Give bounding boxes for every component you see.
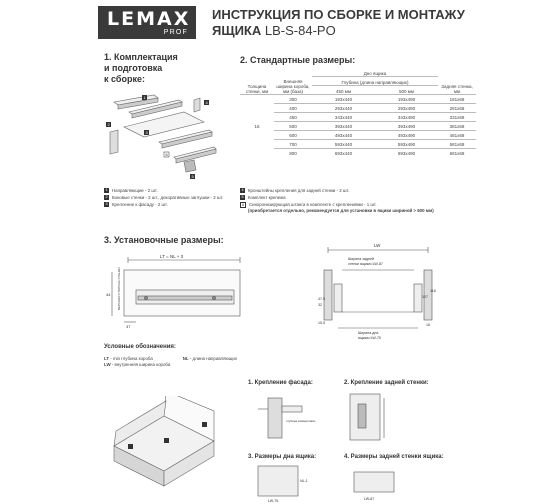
table-cell: 593х490 xyxy=(375,140,438,149)
logo-text: LEMAX xyxy=(107,8,191,30)
col-450: 450 мм xyxy=(312,86,375,95)
legend-note: (приобретается отдельно, рекомендуется для установки в ящики шириной > 600 мм) xyxy=(248,208,434,213)
table-cell: 181х68 xyxy=(438,95,476,104)
legend-item: 6 Синхронизирующая штанга в комплекте с креплениями - 1 шт. xyxy=(241,201,377,207)
col-thickness: Толщина стенки, мм xyxy=(245,84,269,94)
brand-logo xyxy=(98,6,196,39)
section2-title: 2. Стандартные размеры: xyxy=(240,55,356,65)
col-500: 500 мм xyxy=(375,86,438,95)
table-cell: 293х440 xyxy=(312,104,375,113)
callout-1: 1 xyxy=(143,95,146,100)
table-cell: 493х440 xyxy=(312,131,375,140)
col-depth-sub: Глубина (длина направляющих) xyxy=(312,77,438,86)
step3-drawing xyxy=(248,462,328,502)
logo-subtext: PROF xyxy=(163,29,188,36)
dim-118: 118 xyxy=(430,289,436,293)
table-cell: 393х490 xyxy=(375,122,438,131)
legend-left xyxy=(104,187,234,208)
conventions-title: Условные обозначения: xyxy=(104,344,176,350)
table-cell: 331х68 xyxy=(438,113,476,122)
table-cell: 693х440 xyxy=(312,149,375,158)
legend-item: 5 Комплект крепежа xyxy=(241,194,286,200)
callout-2: 2 xyxy=(107,122,110,127)
step2-drawing xyxy=(344,388,424,448)
inner-label-1: Ширина задней xyxy=(348,257,375,261)
callout-6: 6 xyxy=(165,152,168,157)
legend-item: 1 Направляющие - 2 шт. xyxy=(105,187,158,193)
table-cell: 800 xyxy=(274,149,312,158)
callout-5: 5 xyxy=(191,174,194,179)
standard-sizes-table xyxy=(240,68,476,157)
table-cell: 193х440 xyxy=(312,95,375,104)
step4-lw: LW-87 xyxy=(364,497,375,501)
col-depth: Дно ящика xyxy=(363,71,387,76)
conventions: Условные обозначения: LT - min глубина короба NL - длина направляющих LW - внутренняя ширина короба xyxy=(104,342,304,368)
product-code: LB-S-84-PO xyxy=(264,23,336,38)
table-cell: 600 xyxy=(274,131,312,140)
section3-title: 3. Установочные размеры: xyxy=(104,235,224,245)
dim-15-5: 15.5 xyxy=(318,321,325,325)
legend-item: 3 Крепление к фасаду - 2 шт. xyxy=(105,201,168,207)
table-cell: 700 xyxy=(274,140,312,149)
table-cell: 593х440 xyxy=(312,140,375,149)
table-cell: 681х68 xyxy=(438,149,476,158)
legend-item: 2 Боковые стенки - 2 шт., декоративные заглушки - 2 шт. xyxy=(105,194,224,200)
bottom-label-1: Ширина дна xyxy=(358,331,379,335)
col-width: Внешняя ширина короба, мм (база) xyxy=(276,79,310,94)
table-row xyxy=(240,104,476,113)
step1-drawing xyxy=(248,388,328,448)
table-cell: 493х490 xyxy=(375,131,438,140)
dim-37: 37 xyxy=(126,324,131,329)
table-cell: 693х490 xyxy=(375,149,438,158)
step1-title: 1. Крепление фасада: xyxy=(248,380,313,386)
table-cell: 393х440 xyxy=(312,122,375,131)
table-row xyxy=(240,122,476,131)
dim-47-5: 47.5 xyxy=(318,297,325,301)
exploded-view-illustration xyxy=(104,92,224,184)
dim-32: 32 xyxy=(318,303,322,307)
step3-title: 3. Размеры дна ящика: xyxy=(248,454,317,460)
table-row xyxy=(240,131,476,140)
lw-label: LW xyxy=(374,243,381,248)
table-row xyxy=(240,140,476,149)
dim-107: 107 xyxy=(422,295,428,299)
legend-item: 4 Кронштейны крепления для задней стенки - 2 шт. xyxy=(241,187,350,193)
size-rows xyxy=(240,95,476,158)
bottom-label-2: ящика=LW-75 xyxy=(358,336,381,340)
thickness-cell: 16 xyxy=(240,95,274,158)
section1-title: 1. Комплектация и подготовка к сборке: xyxy=(104,52,178,84)
table-cell: 400 xyxy=(274,104,312,113)
step4-drawing xyxy=(344,462,424,502)
step2-title: 2. Крепление задней стенки: xyxy=(344,380,429,386)
step3-nl: NL-1 xyxy=(300,479,308,483)
inner-label-2: стенки ящика=LW-87 xyxy=(348,262,383,266)
dim-44: 44 xyxy=(106,292,111,297)
title-line-1: ИНСТРУКЦИЯ ПО СБОРКЕ И МОНТАЖУ xyxy=(212,7,465,22)
table-cell: 343х440 xyxy=(312,113,375,122)
dim-16: 16 xyxy=(426,323,430,327)
table-cell: 193х490 xyxy=(375,95,438,104)
step4-title: 4. Размеры задней стенки ящика: xyxy=(344,454,444,460)
table-cell: 293х490 xyxy=(375,104,438,113)
step1-note: глубина засверловки xyxy=(286,419,316,423)
table-cell: 343х490 xyxy=(375,113,438,122)
left-vertical-label: ВЕРХНЯЯ СТОРОНА СТЕНКИ xyxy=(117,267,121,310)
callout-3: 3 xyxy=(145,130,148,135)
table-row xyxy=(240,149,476,158)
table-cell: 281х68 xyxy=(438,104,476,113)
step3-lw: LW-75 xyxy=(268,499,279,502)
callout-4: 4 xyxy=(205,100,208,105)
table-row xyxy=(240,95,476,104)
assembled-drawer-illustration xyxy=(104,396,224,496)
side-view-drawing xyxy=(104,252,254,332)
table-cell: 581х68 xyxy=(438,140,476,149)
table-cell: 500 xyxy=(274,122,312,131)
table-cell: 300 xyxy=(274,95,312,104)
table-cell: 381х68 xyxy=(438,122,476,131)
lt-label: LT = NL + 3 xyxy=(160,254,184,259)
col-back-wall: Задняя стенка, мм xyxy=(441,84,473,94)
legend-right xyxy=(240,187,480,214)
page-title xyxy=(212,7,472,39)
table-row xyxy=(240,113,476,122)
table-cell: 481х68 xyxy=(438,131,476,140)
table-cell: 450 xyxy=(274,113,312,122)
front-view-drawing xyxy=(318,240,438,340)
title-line-2: ЯЩИКА xyxy=(212,23,262,38)
